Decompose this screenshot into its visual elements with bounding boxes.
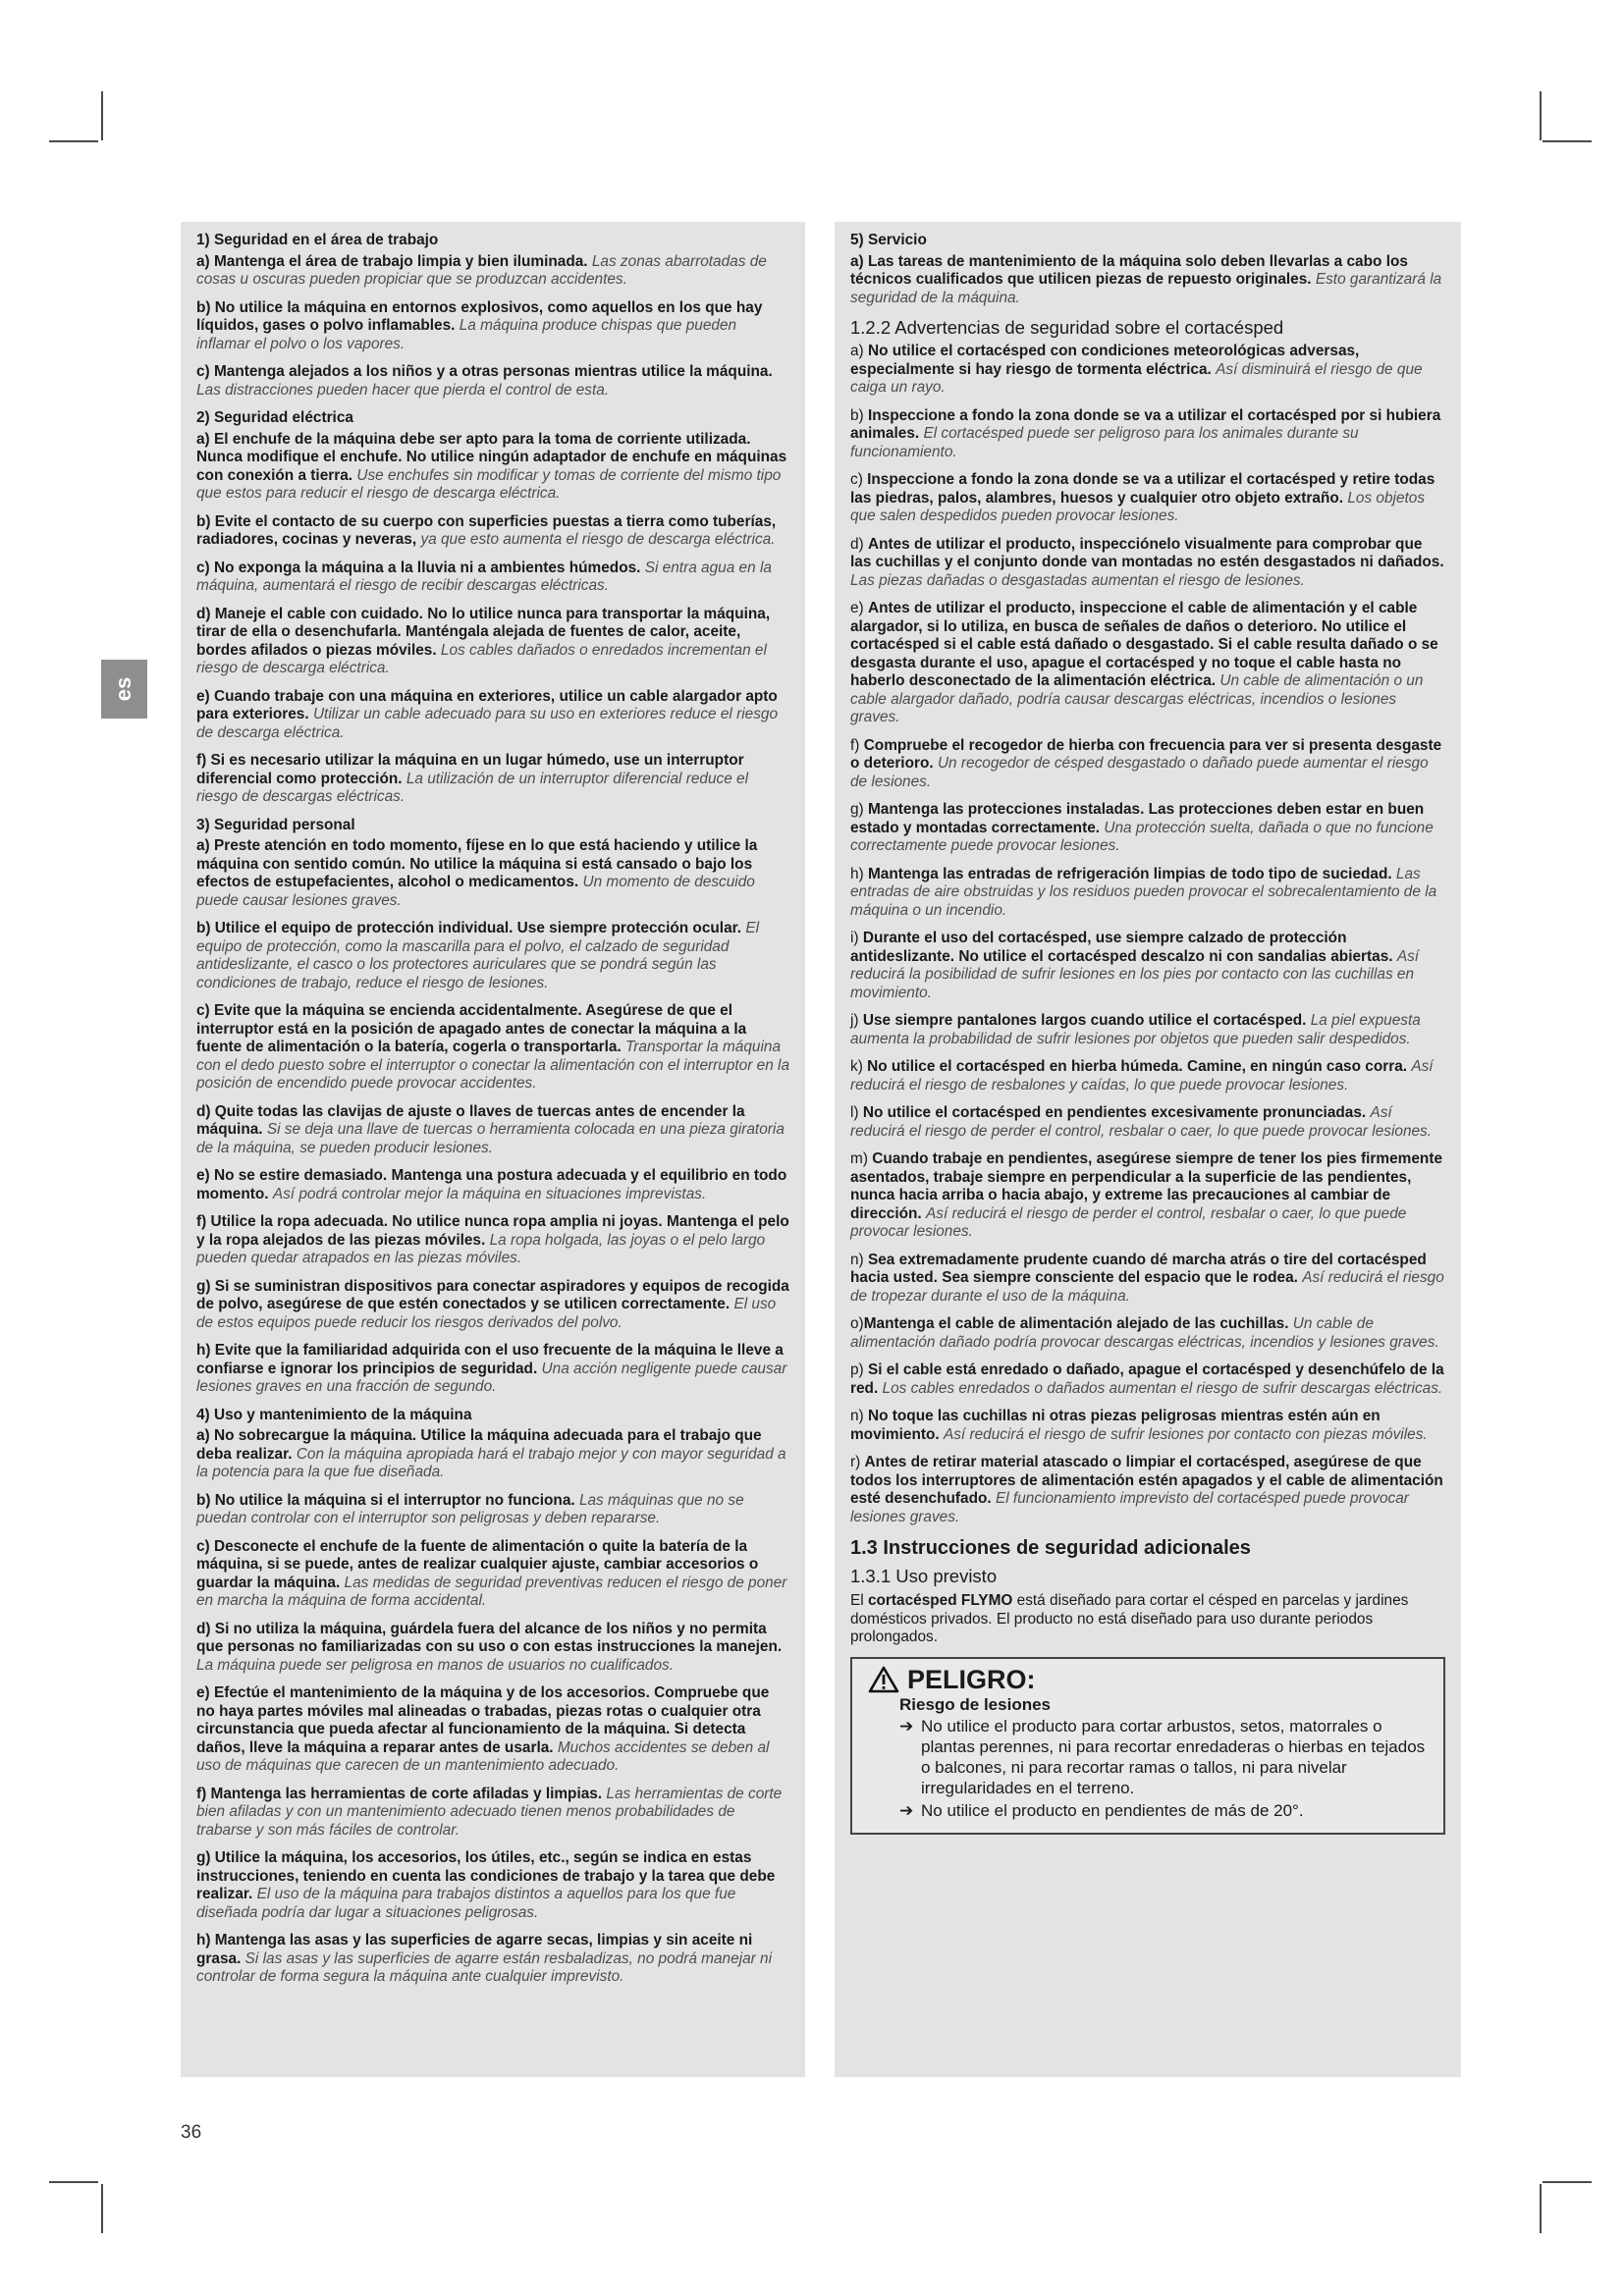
paragraph: e) Cuando trabaje con una máquina en exteriores, utilice un cable alargador apto para exteriores. Utilizar un cable adecuado para su uso en exteriores reduce el riesgo de descarga eléctrica. xyxy=(196,687,779,741)
paragraph: b) No utilice la máquina si el interruptor no funciona. Las máquinas que no se puedan controlar con el interruptor son peligrosas y deben repararse. xyxy=(196,1491,744,1526)
paragraph: a) Las tareas de mantenimiento de la máquina solo deben llevarlas a cabo los técnicos cualificados que utilicen piezas de repuesto originales. Esto garantizará la seguridad de la máquina. xyxy=(850,252,1442,306)
paragraph: h) Mantenga las entradas de refrigeración limpias de todo tipo de suciedad. Las entradas de aire obstruidas y los residuos pueden provocar el sobrecalentamiento de la máquina o un incendio. xyxy=(850,865,1437,919)
paragraph: h) Evite que la familiaridad adquirida con el uso frecuente de la máquina le lleve a confiarse e ignorar los principios de seguridad. Una acción negligente puede causar lesiones graves en una fracción de segundo. xyxy=(196,1342,787,1395)
paragraph: r) Antes de retirar material atascado o limpiar el cortacésped, asegúrese de que todos los interruptores de alimentación estén apagados y el cable de alimentación esté desenchufado. El funcionamiento imprevisto del cortacésped puede provocar lesiones graves. xyxy=(850,1454,1443,1525)
paragraph: e) Antes de utilizar el producto, inspeccione el cable de alimentación y el cable alargador, si lo utiliza, en busca de señales de daños o deterioro. No utilice el cortacésped si el cable está dañado o desgastado. Si el cable resulta dañado o se desgasta durante el uso, apague el cortacésped y no toque el cable hasta no haberlo desconectado de la alimentación eléctrica. Un cable de alimentación o un cable alargador dañado, podría causar descargas eléctricas, incendios o lesiones graves. xyxy=(850,600,1438,725)
paragraph: c) Desconecte el enchufe de la fuente de alimentación o quite la batería de la máquina, si se puede, antes de realizar cualquier ajuste, cambiar accesorios o guardar la máquina. Las medidas de seguridad preventivas reducen el riesgo de poner en marcha la máquina de forma accidental. xyxy=(196,1537,787,1609)
paragraph: f) Utilice la ropa adecuada. No utilice nunca ropa amplia ni joyas. Mantenga el pelo y la ropa alejados de las piezas móviles. La ropa holgada, las joyas o el pelo largo pueden quedar atrapados en las piezas móviles. xyxy=(196,1213,789,1266)
danger-box xyxy=(850,1657,1445,1836)
right-column xyxy=(835,222,1461,2077)
paragraph: a) No utilice el cortacésped con condiciones meteorológicas adversas, especialmente si hay riesgo de tormenta eléctrica. Así disminuirá el riesgo de que caiga un rayo. xyxy=(850,343,1423,396)
left-column xyxy=(181,222,805,2077)
section-heading: 3) Seguridad personal xyxy=(196,816,355,833)
paragraph: d) Quite todas las clavijas de ajuste o llaves de tuercas antes de encender la máquina. Si se deja una llave de tuercas o herramienta colocada en una pieza giratoria de la máquina, se pueden producir lesiones. xyxy=(196,1102,785,1156)
paragraph: f) Mantenga las herramientas de corte afiladas y limpias. Las herramientas de corte bien afiladas y con un mantenimiento adecuado tienen menos probabilidades de trabarse y son más fáciles de controlar. xyxy=(196,1785,783,1839)
crop-mark-bottom-left-h xyxy=(49,2181,98,2183)
paragraph: e) Efectúe el mantenimiento de la máquina y de los accesorios. Compruebe que no haya partes móviles mal alineadas o trabadas, piezas rotas o cualquier otra circunstancia que pueda afectar al funcionamiento de la máquina. Si detecta daños, lleve la máquina a reparar antes de usarla. Muchos accidentes se deben al uso de máquinas que carecen de un mantenimiento adecuado. xyxy=(196,1684,770,1774)
arrow-right-icon: ➔ xyxy=(899,1717,914,1735)
section-heading: 5) Servicio xyxy=(850,232,927,248)
paragraph: c) Inspeccione a fondo la zona donde se va a utilizar el cortacésped y retire todas las piedras, palos, alambres, huesos y cualquier otro objeto extraño. Los objetos que salen despedidos pueden provocar lesiones. xyxy=(850,471,1435,524)
paragraph: c) Evite que la máquina se encienda accidentalmente. Asegúrese de que el interruptor está en la posición de apagado antes de conectar la máquina a la fuente de alimentación o la batería, cogerla o transportarla. Transportar la máquina con el dedo puesto sobre el interruptor o conectar la alimentación con el interruptor en la posición de encendido puede provocar accidentes. xyxy=(196,1002,790,1092)
paragraph: b) Inspeccione a fondo la zona donde se va a utilizar el cortacésped por si hubiera animales. El cortacésped puede ser peligroso para los animales durante su funcionamiento. xyxy=(850,406,1441,460)
section-heading: 4) Uso y mantenimiento de la máquina xyxy=(196,1406,472,1423)
paragraph: f) Compruebe el recogedor de hierba con frecuencia para ver si presenta desgaste o deterioro. Un recogedor de césped desgastado o dañado puede aumentar el riesgo de lesiones. xyxy=(850,736,1442,790)
paragraph: g) Si se suministran dispositivos para conectar aspiradores y equipos de recogida de polvo, asegúrese de que estén conectados y se utilicen correctamente. El uso de estos equipos puede reducir los riesgos derivados del polvo. xyxy=(196,1277,789,1331)
paragraph: e) No se estire demasiado. Mantenga una postura adecuada y el equilibrio en todo momento. Así podrá controlar mejor la máquina en situaciones imprevistas. xyxy=(196,1167,787,1202)
crop-mark-bottom-right-v xyxy=(1540,2184,1542,2233)
paragraph: l) No utilice el cortacésped en pendientes excesivamente pronunciadas. Así reducirá el riesgo de perder el control, resbalar o caer, lo que puede provocar lesiones. xyxy=(850,1104,1433,1140)
paragraph: k) No utilice el cortacésped en hierba húmeda. Camine, en ningún caso corra. Así reducirá el riesgo de resbalones y caídas, lo que puede provocar lesiones. xyxy=(850,1058,1434,1094)
paragraph: b) No utilice la máquina en entornos explosivos, como aquellos en los que hay líquidos, gases o polvo inflamables. La máquina produce chispas que pueden inflamar el polvo o los vapores. xyxy=(196,298,763,352)
crop-mark-bottom-left-v xyxy=(101,2184,103,2233)
paragraph: h) Mantenga las asas y las superficies de agarre secas, limpias y sin aceite ni grasa. Si las asas y las superficies de agarre están resbaladizas, no podrá manejar ni controlar de forma segura la máquina ante cualquier imprevisto. xyxy=(196,1932,773,1985)
danger-item: ➔ No utilice el producto para cortar arbustos, setos, matorrales o plantas perennes, ni para recortar enredaderas o hierbas en tejados o balcones, ni para recortar ramas o tallos, ni para nivelar irregularidades en el terreno. xyxy=(899,1717,1426,1797)
danger-item: ➔ No utilice el producto en pendientes de más de 20°. xyxy=(899,1801,1304,1820)
paragraph: m) Cuando trabaje en pendientes, asegúrese siempre de tener los pies firmemente asentados, trabaje siempre en perpendicular a la superficie de las pendientes, nunca hacia arriba o hacia abajo, y extreme las precauciones al cambiar de dirección. Así reducirá el riesgo de perder el control, resbalar o caer, lo que puede provocar lesiones. xyxy=(850,1150,1442,1240)
paragraph: a) No sobrecargue la máquina. Utilice la máquina adecuada para el trabajo que deba realizar. Con la máquina apropiada hará el trabajo mejor y con mayor seguridad a la potencia para la que fue diseñada. xyxy=(196,1427,786,1480)
crop-mark-top-left-v xyxy=(101,91,103,140)
paragraph: n) Sea extremadamente prudente cuando dé marcha atrás o tire del cortacésped hacia usted. Sea siempre consciente del espacio que le rodea. Así reducirá el riesgo de tropezar durante el uso de la máquina. xyxy=(850,1251,1444,1305)
paragraph: o)Mantenga el cable de alimentación alejado de las cuchillas. Un cable de alimentación dañado podría provocar descargas eléctricas, incendios y lesiones graves. xyxy=(850,1315,1439,1351)
section-heading: 1) Seguridad en el área de trabajo xyxy=(196,232,439,248)
paragraph: d) Si no utiliza la máquina, guárdela fuera del alcance de los niños y no permita que personas no familiarizadas con su uso o con estas instrucciones la manejen. La máquina puede ser peligrosa en manos de usuarios no cualificados. xyxy=(196,1620,783,1674)
paragraph: i) Durante el uso del cortacésped, use siempre calzado de protección antideslizante. No utilice el cortacésped descalzo ni con sandalias abiertas. Así reducirá la posibilidad de sufrir lesiones en los pies por contacto con las cuchillas en movimiento. xyxy=(850,930,1420,1001)
arrow-right-icon: ➔ xyxy=(899,1801,914,1820)
crop-mark-top-right-v xyxy=(1540,91,1542,140)
danger-title: PELIGRO: xyxy=(907,1664,1036,1694)
paragraph: n) No toque las cuchillas ni otras piezas peligrosas mientras estén aún en movimiento. Así reducirá el riesgo de sufrir lesiones por contacto con piezas móviles. xyxy=(850,1408,1428,1443)
intended-use-paragraph: El cortacésped FLYMO está diseñado para cortar el césped en parcelas y jardines domésticos privados. El producto no está diseñado para uso durante periodos prolongados. xyxy=(850,1592,1409,1645)
paragraph: d) Maneje el cable con cuidado. No lo utilice nunca para transportar la máquina, tirar de ella o desenchufarla. Manténgala alejada de fuentes de calor, aceite, bordes afilados o piezas móviles. Los cables dañados o enredados incrementan el riesgo de descarga eléctrica. xyxy=(196,605,771,676)
paragraph: p) Si el cable está enredado o dañado, apague el cortacésped y desenchúfelo de la red. Los cables enredados o dañados aumentan el riesgo de sufrir descargas eléctricas. xyxy=(850,1362,1444,1397)
danger-subtitle: Riesgo de lesiones xyxy=(899,1694,1051,1714)
crop-mark-bottom-right-h xyxy=(1543,2181,1592,2183)
section-title: 1.3 Instrucciones de seguridad adicionales xyxy=(850,1537,1251,1559)
paragraph: b) Evite el contacto de su cuerpo con superficies puestas a tierra como tuberías, radiadores, cocinas y neveras, ya que esto aumenta el riesgo de descarga eléctrica. xyxy=(196,512,777,548)
section-heading: 2) Seguridad eléctrica xyxy=(196,409,353,426)
crop-mark-top-left-h xyxy=(49,140,98,142)
paragraph: b) Utilice el equipo de protección individual. Use siempre protección ocular. El equipo de protección, como la mascarilla para el polvo, el calzado de seguridad antideslizante, el casco o los protectores auriculares que se pondrá según las condiciones de trabajo, reduce el riesgo de lesiones. xyxy=(196,920,760,991)
danger-header xyxy=(868,1665,1432,1694)
paragraph: a) El enchufe de la máquina debe ser apto para la toma de corriente utilizada. Nunca modifique el enchufe. No utilice ningún adaptador de enchufe en máquinas con conexión a tierra. Use enchufes sin modificar y tomas de corriente del mismo tipo que estos para reducir el riesgo de descarga eléctrica. xyxy=(196,430,787,502)
paragraph: f) Si es necesario utilizar la máquina en un lugar húmedo, use un interruptor diferencial como protección. La utilización de un interruptor diferencial reduce el riesgo de descargas eléctricas. xyxy=(196,752,749,805)
paragraph: d) Antes de utilizar el producto, inspecciónelo visualmente para comprobar que las cuchillas y el conjunto donde van montadas no estén desgastados ni dañados. Las piezas dañadas o desgastadas aumentan el riesgo de lesiones. xyxy=(850,535,1444,589)
paragraph: a) Mantenga el área de trabajo limpia y bien iluminada. Las zonas abarrotadas de cosas u oscuras pueden propiciar que se produzcan accidentes. xyxy=(196,252,767,288)
paragraph: g) Utilice la máquina, los accesorios, los útiles, etc., según se indica en estas instrucciones, teniendo en cuenta las condiciones de trabajo y la tarea que debe realizar. El uso de la máquina para trabajos distintos a aquellos para los que fue diseñada podría dar lugar a situaciones peligrosas. xyxy=(196,1849,776,1921)
crop-mark-top-right-h xyxy=(1543,140,1592,142)
paragraph: c) No exponga la máquina a la lluvia ni a ambientes húmedos. Si entra agua en la máquina, aumentará el riesgo de recibir descargas eléctricas. xyxy=(196,559,772,594)
language-tab-label: es xyxy=(111,676,136,702)
paragraph: g) Mantenga las protecciones instaladas. Las protecciones deben estar en buen estado y montadas correctamente. Una protección suelta, dañada o que no funcione correctamente puede provocar lesiones. xyxy=(850,801,1434,854)
page-number: 36 xyxy=(181,2122,202,2143)
paragraph: c) Mantenga alejados a los niños y a otras personas mientras utilice la máquina. Las distracciones pueden hacer que pierda el control de esta. xyxy=(196,363,773,399)
subsection-heading: 1.2.2 Advertencias de seguridad sobre el cortacésped xyxy=(850,317,1284,338)
language-tab xyxy=(101,660,147,719)
subsection-heading: 1.3.1 Uso previsto xyxy=(850,1566,998,1586)
warning-triangle-icon xyxy=(868,1666,899,1693)
paragraph: j) Use siempre pantalones largos cuando utilice el cortacésped. La piel expuesta aumenta la probabilidad de sufrir lesiones por objetos que pueden salir despedidos. xyxy=(850,1012,1421,1047)
paragraph: a) Preste atención en todo momento, fíjese en lo que está haciendo y utilice la máquina con sentido común. No utilice la máquina si está cansado o bajo los efectos de estupefacientes, alcohol o medicamentos. Un momento de descuido puede causar lesiones graves. xyxy=(196,837,758,909)
